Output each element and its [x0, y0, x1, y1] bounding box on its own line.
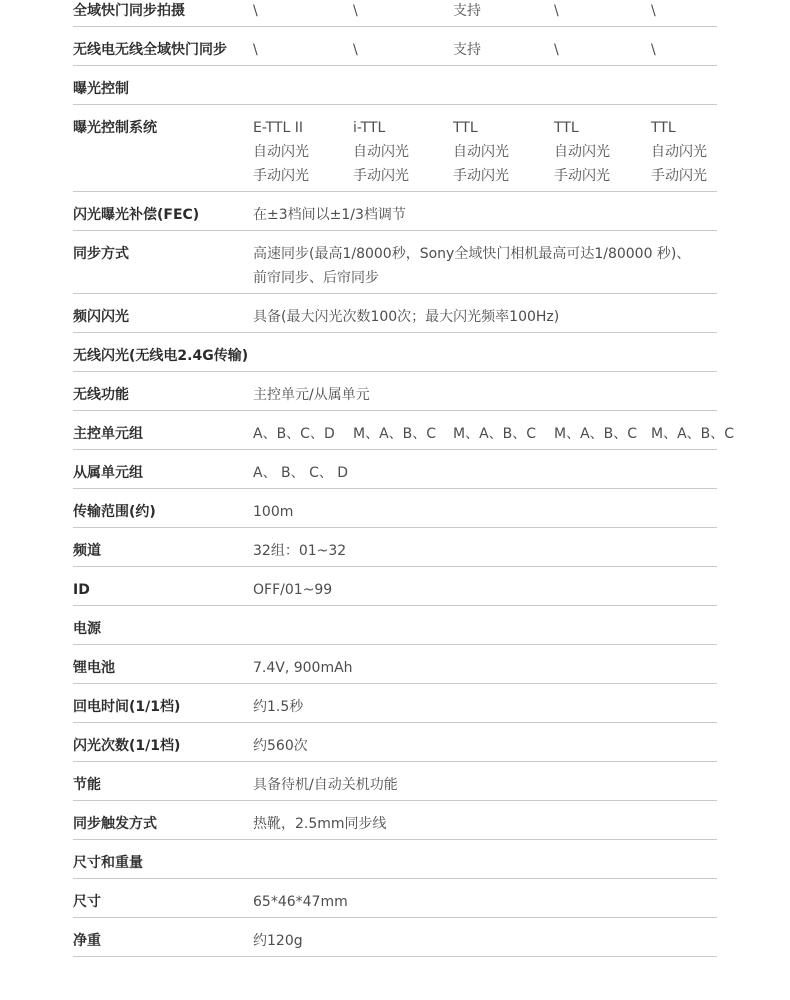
spec-value-col-2 — [353, 116, 409, 188]
spec-value-col-2 — [353, 0, 358, 23]
spec-row — [73, 879, 717, 918]
spec-label: 曝光控制系统 — [73, 120, 157, 136]
spec-label: 闪光次数(1/1档) — [73, 738, 181, 754]
spec-value-line: E-TTL II — [253, 120, 303, 136]
spec-value-line: 手动闪光 — [554, 168, 610, 184]
spec-value-line: 约1.5秒 — [253, 699, 304, 715]
spec-row — [73, 411, 735, 450]
spec-value-line: 自动闪光 — [651, 144, 707, 160]
spec-value-line: i-TTL — [353, 120, 386, 136]
spec-label: ID — [73, 582, 90, 598]
spec-value — [253, 461, 348, 485]
spec-value — [253, 695, 303, 719]
spec-row — [73, 27, 717, 66]
spec-label: 锂电池 — [73, 660, 115, 676]
spec-label: 节能 — [73, 777, 101, 793]
spec-value-line: \ — [554, 42, 559, 58]
spec-value-line: 约120g — [253, 933, 303, 949]
spec-label: 闪光曝光补偿(FEC) — [73, 207, 200, 223]
section-header — [73, 606, 717, 645]
spec-value-line: 高速同步(最高1/8000秒，Sony全域快门相机最高可达1/80000 秒)、 — [253, 246, 691, 262]
spec-value-col-4 — [554, 116, 610, 188]
section-header — [73, 840, 717, 879]
spec-value-col-1 — [253, 116, 309, 188]
spec-value-line: A、 B、 C、 D — [253, 465, 349, 481]
spec-row — [73, 0, 717, 27]
spec-label: 同步方式 — [73, 246, 129, 262]
section-title: 电源 — [73, 621, 101, 637]
spec-value-col-3 — [453, 116, 509, 188]
spec-label: 从属单元组 — [73, 465, 143, 481]
spec-value-line: \ — [651, 42, 656, 58]
spec-row — [73, 192, 717, 231]
spec-value-line: 自动闪光 — [253, 144, 309, 160]
spec-row — [73, 801, 717, 840]
spec-value-line: \ — [353, 42, 358, 58]
spec-label: 回电时间(1/1档) — [73, 699, 181, 715]
spec-value — [253, 734, 308, 758]
spec-value-line: TTL — [651, 120, 676, 136]
spec-value-col-5 — [651, 422, 734, 446]
spec-value-line: 手动闪光 — [651, 168, 707, 184]
spec-value — [253, 203, 406, 227]
spec-row — [73, 723, 717, 762]
spec-value-line: 7.4V, 900mAh — [253, 660, 353, 676]
spec-row — [73, 372, 717, 411]
spec-value — [253, 890, 348, 914]
spec-row — [73, 450, 717, 489]
spec-value-col-4 — [554, 422, 637, 446]
spec-value — [253, 539, 346, 563]
spec-row — [73, 294, 717, 333]
spec-value-line: 支持 — [453, 42, 481, 58]
spec-value-col-4 — [554, 0, 559, 23]
spec-value — [253, 578, 332, 602]
spec-value-line: 手动闪光 — [453, 168, 509, 184]
spec-value-col-2 — [353, 422, 436, 446]
spec-value-line: TTL — [453, 120, 478, 136]
spec-value — [253, 383, 370, 407]
spec-value-line: 具备(最大闪光次数100次；最大闪光频率100Hz) — [253, 309, 560, 325]
spec-value-col-3 — [453, 38, 481, 62]
spec-value-line: 支持 — [453, 3, 481, 19]
spec-table — [73, 0, 735, 957]
section-title: 无线闪光(无线电2.4G传输) — [73, 348, 249, 364]
spec-value — [253, 500, 293, 524]
section-title: 曝光控制 — [73, 81, 129, 97]
spec-value-line: 65*46*47mm — [253, 894, 348, 910]
spec-value-line: TTL — [554, 120, 579, 136]
spec-value-line: \ — [253, 42, 258, 58]
spec-value-line: A、B、C、D — [253, 426, 335, 442]
spec-value-col-1 — [253, 422, 335, 446]
spec-value — [253, 656, 353, 680]
spec-value — [253, 305, 559, 329]
spec-value-line: 自动闪光 — [554, 144, 610, 160]
spec-value-col-2 — [353, 38, 358, 62]
spec-row — [73, 918, 717, 957]
spec-label: 全域快门同步拍摄 — [73, 3, 185, 19]
spec-label: 同步触发方式 — [73, 816, 157, 832]
spec-value-line: 约560次 — [253, 738, 308, 754]
spec-row — [73, 567, 717, 606]
spec-value-line: M、A、B、C — [554, 426, 638, 442]
spec-value — [253, 929, 303, 953]
spec-row — [73, 528, 717, 567]
spec-row — [73, 762, 717, 801]
spec-label: 尺寸 — [73, 894, 101, 910]
spec-value-col-5 — [651, 0, 656, 23]
spec-value-line: \ — [651, 3, 656, 19]
section-header — [73, 333, 717, 372]
spec-value-line: 主控单元/从属单元 — [253, 387, 370, 403]
spec-value-col-1 — [253, 0, 258, 23]
spec-row — [73, 489, 717, 528]
spec-label: 无线电无线全域快门同步 — [73, 42, 227, 58]
section-title: 尺寸和重量 — [73, 855, 143, 871]
spec-value-line: 自动闪光 — [353, 144, 409, 160]
spec-value-line: \ — [554, 3, 559, 19]
spec-row — [73, 231, 717, 294]
spec-value-col-5 — [651, 38, 656, 62]
spec-value-col-4 — [554, 38, 559, 62]
spec-value-line: M、A、B、C — [651, 426, 735, 442]
spec-value-line: \ — [253, 3, 258, 19]
spec-label: 净重 — [73, 933, 101, 949]
spec-label: 传输范围(约) — [73, 504, 156, 520]
spec-row — [73, 645, 717, 684]
section-header — [73, 66, 717, 105]
spec-value-line: 前帘同步、后帘同步 — [253, 270, 379, 286]
spec-value — [253, 812, 387, 836]
spec-value-line: 自动闪光 — [453, 144, 509, 160]
spec-value-line: \ — [353, 3, 358, 19]
spec-value-col-3 — [453, 422, 536, 446]
spec-value-line: 100m — [253, 504, 294, 520]
spec-value — [253, 242, 690, 290]
spec-value-line: M、A、B、C — [453, 426, 537, 442]
spec-label: 频道 — [73, 543, 101, 559]
spec-row — [73, 105, 717, 192]
spec-value-line: 在±3档间以±1/3档调节 — [253, 207, 406, 223]
spec-row — [73, 684, 717, 723]
spec-value-line: 手动闪光 — [353, 168, 409, 184]
spec-label: 主控单元组 — [73, 426, 143, 442]
spec-value-col-1 — [253, 38, 258, 62]
spec-value-line: OFF/01~99 — [253, 582, 333, 598]
spec-value-line: 32组：01~32 — [253, 543, 347, 559]
spec-value-line: 具备待机/自动关机功能 — [253, 777, 398, 793]
spec-value-line: M、A、B、C — [353, 426, 437, 442]
spec-value-line: 手动闪光 — [253, 168, 309, 184]
spec-value-col-3 — [453, 0, 481, 23]
spec-value-col-5 — [651, 116, 707, 188]
spec-value — [253, 773, 398, 797]
spec-label: 无线功能 — [73, 387, 129, 403]
spec-value-line: 热靴，2.5mm同步线 — [253, 816, 387, 832]
spec-label: 频闪闪光 — [73, 309, 129, 325]
